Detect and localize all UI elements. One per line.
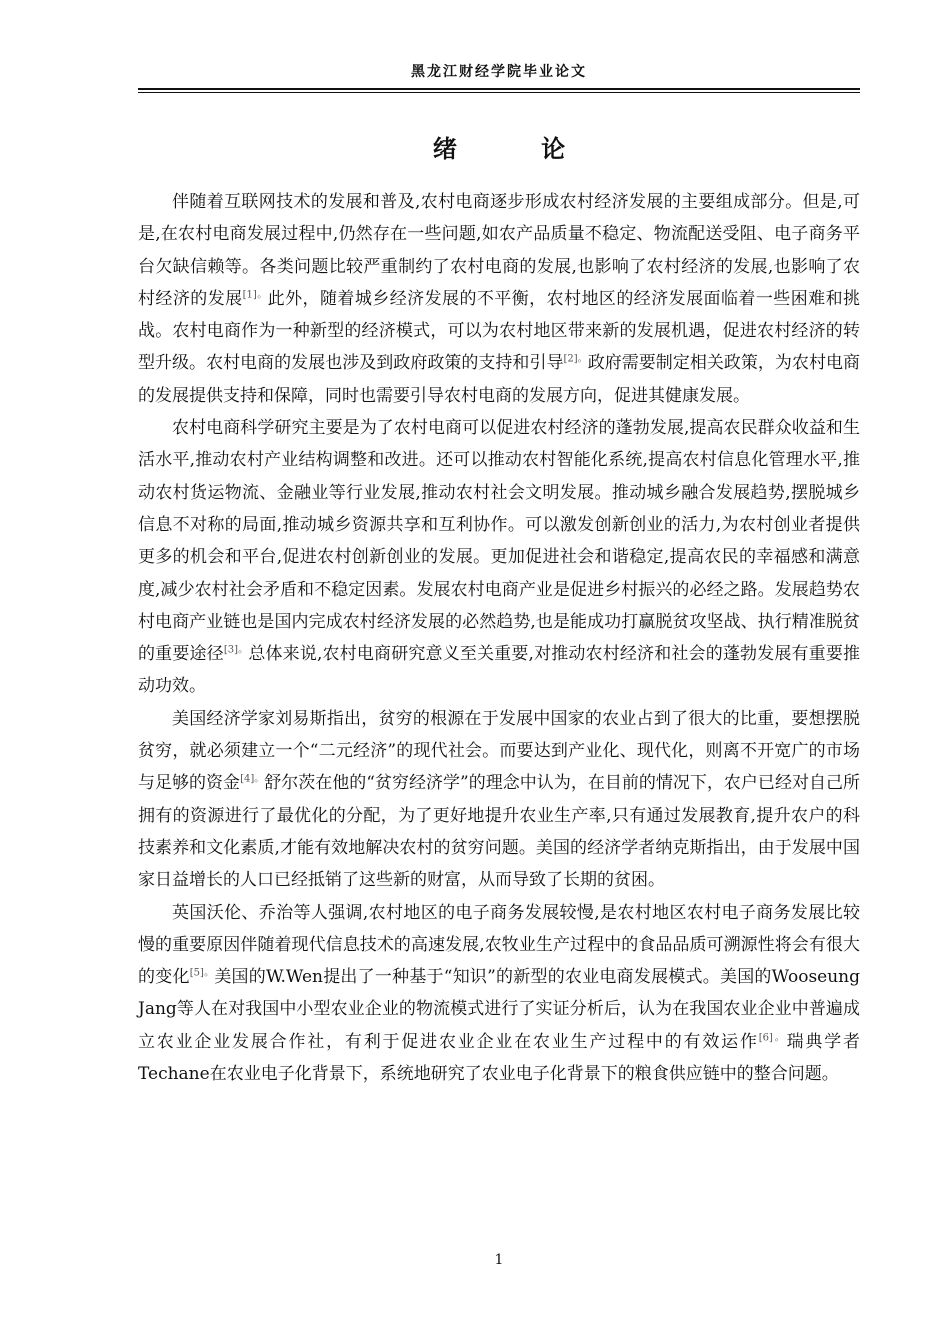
paragraph-text: 美国经济学家刘易斯指出，贫穷的根源在于发展中国家的农业占到了很大的比重，要想摆脱贫穷，就必须建立一个“二元经济”的现代社会。而要达到产业化、现代化，则离不开宽广的市场与足够的资金 bbox=[138, 708, 860, 794]
paragraph-text: 伴随着互联网技术的发展和普及,农村电商逐步形成农村经济发展的主要组成部分。但是,可是,在农村电商发展过程中,仍然存在一些问题,如农产品质量不稳定、物流配送受阻、电子商务平台欠缺信赖等。各类问题比较严重制约了农村电商的发展,也影响了农村经济的发展,也影响了农村经济的发展 bbox=[138, 192, 860, 309]
paragraph-1 bbox=[138, 186, 860, 412]
page-number: 1 bbox=[494, 1252, 504, 1268]
section-title: 绪 论 bbox=[432, 134, 604, 163]
citation-ref: [2]。 bbox=[563, 353, 588, 365]
paragraph-text: 政府需要制定相关政策，为农村电商的发展提供支持和保障，同时也需要引导农村电商的发展方向，促进其健康发展。 bbox=[138, 353, 861, 406]
citation-ref: [5]。 bbox=[189, 967, 215, 979]
paragraph-text: 瑞典学者Techane在农业电子化背景下，系统地研究了农业电子化背景下的粮食供应链中的整合问题。 bbox=[138, 1031, 861, 1085]
citation-ref: [4]。 bbox=[240, 773, 265, 785]
paragraph-2 bbox=[138, 412, 860, 703]
paragraph-3 bbox=[138, 703, 860, 897]
paragraph-text: 此外，随着城乡经济发展的不平衡，农村地区的经济发展面临着一些困难和挑战。农村电商作为一种新型的经济模式，可以为农村地区带来新的发展机遇，促进农村经济的转型升级。农村电商的发展也涉及到政府政策的支持和引导 bbox=[138, 288, 861, 374]
running-header: 黑龙江财经学院毕业论文 bbox=[411, 64, 587, 80]
header-rule-thin bbox=[138, 92, 860, 93]
paragraph-text: 英国沃伦、乔治等人强调,农村地区的电子商务发展较慢,是农村地区农村电子商务发展比较慢的重要原因伴随着现代信息技术的高速发展,农牧业生产过程中的食品品质可溯源性将会有很大的变化 bbox=[138, 902, 860, 988]
citation-ref: [3]。 bbox=[223, 644, 249, 656]
paragraph-text: 美国的W.Wen提出了一种基于“知识”的新型的农业电商发展模式。美国的Wooseung Jang等人在对我国中小型农业企业的物流模式进行了实证分析后，认为在我国农业企业中普遍成立农业企业发展合作社，有利于促进农业企业在农业生产过程中的有效运作 bbox=[138, 967, 861, 1052]
header-rule-thick bbox=[138, 88, 860, 90]
citation-ref: [1]。 bbox=[242, 289, 268, 301]
citation-ref: [6]。 bbox=[758, 1032, 787, 1044]
paragraph-4 bbox=[138, 897, 860, 1091]
paragraph-text: 舒尔茨在他的“贫穷经济学”的理念中认为，在目前的情况下，农户已经对自己所拥有的资源进行了最优化的分配，为了更好地提升农业生产率,只有通过发展教育,提升农户的科技素养和文化素质,才能有效地解决农村的贫穷问题。美国的经济学者纳克斯指出，由于发展中国家日益增长的人口已经抵销了这些新的财富，从而导致了长期的贫困。 bbox=[138, 773, 860, 891]
paragraph-text: 农村电商科学研究主要是为了农村电商可以促进农村经济的蓬勃发展,提高农民群众收益和生活水平,推动农村产业结构调整和改进。还可以推动农村智能化系统,提高农村信息化管理水平,推动农村货运物流、金融业等行业发展,推动农村社会文明发展。推动城乡融合发展趋势,摆脱城乡信息不对称的局面,推动城乡资源共享和互利协作。可以激发创新创业的活力,为农村创业者提供更多的机会和平台,促进农村创新创业的发展。更加促进社会和谐稳定,提高农民的幸福感和满意度,减少农村社会矛盾和不稳定因素。发展农村电商产业是促进乡村振兴的必经之路。发展趋势农村电商产业链也是国内完成农村经济发展的必然趋势,也是能成功打赢脱贫攻坚战、执行精准脱贫的重要途径 bbox=[138, 418, 860, 665]
paragraph-text: 总体来说,农村电商研究意义至关重要,对推动农村经济和社会的蓬勃发展有重要推动功效。 bbox=[138, 644, 861, 697]
body-text bbox=[138, 186, 860, 1090]
